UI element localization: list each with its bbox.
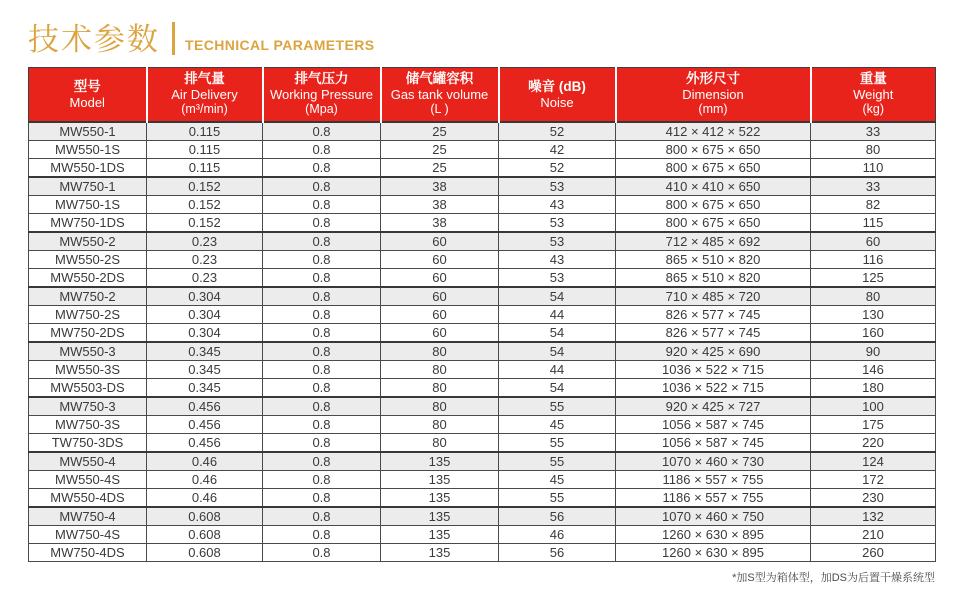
header-label-cn: 型号 — [73, 79, 101, 94]
technical-parameters-table — [28, 67, 936, 562]
table-cell: 56 — [499, 507, 616, 526]
table-cell: 55 — [499, 434, 616, 453]
table-cell: 115 — [811, 214, 936, 233]
table-body — [29, 122, 936, 562]
header-label-en: Working Pressure — [269, 86, 374, 102]
table-row — [29, 159, 936, 178]
header-label-en: Model — [69, 94, 105, 110]
header-label-cn: 外形尺寸 — [686, 71, 740, 87]
table-cell: 175 — [811, 416, 936, 434]
table-row — [29, 489, 936, 508]
column-header-air-delivery — [147, 68, 263, 123]
table-cell: 0.46 — [147, 471, 263, 489]
cell-model: MW550-3 — [29, 342, 147, 361]
table-cell: 0.8 — [263, 232, 381, 251]
table-cell: 100 — [811, 397, 936, 416]
header-label-cn: 噪音 (dB) — [528, 79, 586, 94]
table-row — [29, 122, 936, 141]
table-cell: 0.8 — [263, 306, 381, 324]
table-cell: 0.8 — [263, 177, 381, 196]
table-cell: 55 — [499, 452, 616, 471]
table-cell: 0.8 — [263, 489, 381, 508]
table-cell: 25 — [381, 141, 499, 159]
table-cell: 0.456 — [147, 434, 263, 453]
table-cell: 135 — [381, 507, 499, 526]
table-cell: 712 × 485 × 692 — [616, 232, 811, 251]
table-cell: 0.8 — [263, 507, 381, 526]
table-cell: 80 — [381, 434, 499, 453]
table-row — [29, 526, 936, 544]
cell-model: MW550-2DS — [29, 269, 147, 288]
cell-model: MW550-1 — [29, 122, 147, 141]
table-cell: 800 × 675 × 650 — [616, 159, 811, 178]
table-cell: 0.608 — [147, 507, 263, 526]
table-row — [29, 471, 936, 489]
cell-model: MW750-1 — [29, 177, 147, 196]
table-cell: 55 — [499, 397, 616, 416]
table-cell: 0.8 — [263, 251, 381, 269]
table-cell: 82 — [811, 196, 936, 214]
table-cell: 80 — [381, 361, 499, 379]
table-cell: 0.115 — [147, 122, 263, 141]
table-cell: 33 — [811, 122, 936, 141]
table-cell: 44 — [499, 306, 616, 324]
table-cell: 826 × 577 × 745 — [616, 306, 811, 324]
cell-model: MW550-3S — [29, 361, 147, 379]
column-header-noise — [499, 68, 616, 123]
table-cell: 1186 × 557 × 755 — [616, 471, 811, 489]
table-cell: 54 — [499, 287, 616, 306]
table-cell: 0.8 — [263, 544, 381, 562]
cell-model: MW750-3S — [29, 416, 147, 434]
table-row — [29, 214, 936, 233]
cell-model: TW750-3DS — [29, 434, 147, 453]
cell-model: MW750-2S — [29, 306, 147, 324]
table-cell: 160 — [811, 324, 936, 343]
table-cell: 124 — [811, 452, 936, 471]
table-cell: 80 — [381, 397, 499, 416]
table-cell: 135 — [381, 544, 499, 562]
table-cell: 38 — [381, 196, 499, 214]
table-cell: 60 — [381, 306, 499, 324]
header-label-cn: 排气压力 — [294, 71, 349, 87]
column-header-model — [29, 68, 147, 123]
table-row — [29, 452, 936, 471]
table-cell: 0.46 — [147, 452, 263, 471]
table-row — [29, 232, 936, 251]
header-label-unit: (Mpa) — [305, 102, 338, 117]
table-cell: 130 — [811, 306, 936, 324]
page-subtitle: TECHNICAL PARAMETERS — [185, 37, 375, 53]
table-cell: 80 — [381, 379, 499, 398]
table-cell: 0.8 — [263, 397, 381, 416]
table-cell: 80 — [811, 141, 936, 159]
cell-model: MW550-2S — [29, 251, 147, 269]
cell-model: MW750-2 — [29, 287, 147, 306]
table-cell: 60 — [381, 232, 499, 251]
table-cell: 410 × 410 × 650 — [616, 177, 811, 196]
cell-model: MW550-4DS — [29, 489, 147, 508]
table-cell: 210 — [811, 526, 936, 544]
table-cell: 1056 × 587 × 745 — [616, 434, 811, 453]
table-cell: 0.8 — [263, 379, 381, 398]
table-cell: 46 — [499, 526, 616, 544]
table-cell: 0.152 — [147, 177, 263, 196]
table-cell: 53 — [499, 232, 616, 251]
column-header-working-pressure — [263, 68, 381, 123]
table-cell: 1070 × 460 × 730 — [616, 452, 811, 471]
table-cell: 54 — [499, 324, 616, 343]
table-cell: 54 — [499, 379, 616, 398]
cell-model: MW550-4 — [29, 452, 147, 471]
table-cell: 52 — [499, 122, 616, 141]
header-label-cn: 排气量 — [184, 71, 225, 87]
table-cell: 56 — [499, 544, 616, 562]
table-cell: 33 — [811, 177, 936, 196]
table-cell: 1036 × 522 × 715 — [616, 361, 811, 379]
table-row — [29, 361, 936, 379]
table-cell: 0.8 — [263, 196, 381, 214]
table-cell: 800 × 675 × 650 — [616, 214, 811, 233]
table-cell: 0.345 — [147, 379, 263, 398]
table-cell: 230 — [811, 489, 936, 508]
column-header-weight — [811, 68, 936, 123]
cell-model: MW750-1DS — [29, 214, 147, 233]
cell-model: MW750-1S — [29, 196, 147, 214]
header-label-en: Air Delivery — [171, 86, 238, 102]
table-cell: 0.456 — [147, 397, 263, 416]
table-cell: 45 — [499, 416, 616, 434]
table-cell: 60 — [381, 269, 499, 288]
table-row — [29, 434, 936, 453]
table-cell: 865 × 510 × 820 — [616, 269, 811, 288]
table-cell: 0.23 — [147, 232, 263, 251]
table-cell: 60 — [381, 287, 499, 306]
table-cell: 43 — [499, 251, 616, 269]
table-cell: 146 — [811, 361, 936, 379]
header-label-unit: (L ) — [430, 102, 449, 117]
table-cell: 0.8 — [263, 452, 381, 471]
table-cell: 44 — [499, 361, 616, 379]
header-label-unit: (mm) — [698, 102, 728, 117]
table-cell: 135 — [381, 526, 499, 544]
table-cell: 125 — [811, 269, 936, 288]
table-cell: 53 — [499, 214, 616, 233]
table-cell: 60 — [381, 324, 499, 343]
table-cell: 25 — [381, 159, 499, 178]
table-cell: 38 — [381, 214, 499, 233]
table-row — [29, 416, 936, 434]
table-cell: 0.8 — [263, 324, 381, 343]
table-cell: 0.8 — [263, 122, 381, 141]
table-row — [29, 141, 936, 159]
page-title: 技术参数 — [28, 22, 160, 57]
table-cell: 25 — [381, 122, 499, 141]
cell-model: MW750-3 — [29, 397, 147, 416]
header-label-en: Weight — [853, 86, 894, 102]
table-cell: 865 × 510 × 820 — [616, 251, 811, 269]
table-row — [29, 379, 936, 398]
table-cell: 135 — [381, 489, 499, 508]
table-cell: 135 — [381, 452, 499, 471]
table-cell: 53 — [499, 177, 616, 196]
header-row — [29, 68, 936, 123]
table-cell: 80 — [381, 342, 499, 361]
header-label-unit: (m³/min) — [181, 102, 228, 117]
table-cell: 0.8 — [263, 416, 381, 434]
cell-model: MW5503-DS — [29, 379, 147, 398]
table-cell: 90 — [811, 342, 936, 361]
cell-model: MW550-1DS — [29, 159, 147, 178]
table-cell: 412 × 412 × 522 — [616, 122, 811, 141]
table-cell: 1070 × 460 × 750 — [616, 507, 811, 526]
table-cell: 55 — [499, 489, 616, 508]
table-cell: 0.152 — [147, 196, 263, 214]
table-cell: 920 × 425 × 727 — [616, 397, 811, 416]
table-cell: 0.608 — [147, 526, 263, 544]
table-cell: 0.115 — [147, 159, 263, 178]
column-header-gas-tank-volume — [381, 68, 499, 123]
table-cell: 1036 × 522 × 715 — [616, 379, 811, 398]
table-cell: 0.8 — [263, 526, 381, 544]
table-cell: 0.23 — [147, 269, 263, 288]
footnote: *加S型为箱体型，加DS为后置干燥系统型 — [732, 572, 935, 584]
table-cell: 710 × 485 × 720 — [616, 287, 811, 306]
title-divider — [172, 22, 175, 55]
table-row — [29, 544, 936, 562]
table-cell: 132 — [811, 507, 936, 526]
cell-model: MW750-4 — [29, 507, 147, 526]
table-cell: 135 — [381, 471, 499, 489]
table-row — [29, 324, 936, 343]
table-cell: 0.8 — [263, 434, 381, 453]
cell-model: MW550-1S — [29, 141, 147, 159]
cell-model: MW750-4DS — [29, 544, 147, 562]
table-cell: 0.8 — [263, 159, 381, 178]
header-label-unit: (kg) — [862, 102, 885, 117]
table-cell: 60 — [811, 232, 936, 251]
table-cell: 52 — [499, 159, 616, 178]
table-cell: 0.8 — [263, 214, 381, 233]
table-row — [29, 196, 936, 214]
table-cell: 0.8 — [263, 471, 381, 489]
table-cell: 0.115 — [147, 141, 263, 159]
table-cell: 54 — [499, 342, 616, 361]
table-cell: 0.345 — [147, 342, 263, 361]
table-cell: 0.152 — [147, 214, 263, 233]
table-cell: 800 × 675 × 650 — [616, 141, 811, 159]
table-row — [29, 306, 936, 324]
cell-model: MW750-4S — [29, 526, 147, 544]
table-cell: 0.608 — [147, 544, 263, 562]
table-cell: 0.304 — [147, 324, 263, 343]
header-label-en: Dimension — [682, 86, 744, 102]
table-cell: 0.304 — [147, 306, 263, 324]
header-label-cn: 重量 — [859, 71, 887, 87]
table-cell: 0.23 — [147, 251, 263, 269]
cell-model: MW750-2DS — [29, 324, 147, 343]
table-cell: 116 — [811, 251, 936, 269]
table-cell: 172 — [811, 471, 936, 489]
column-header-dimension — [616, 68, 811, 123]
table-cell: 110 — [811, 159, 936, 178]
table-row — [29, 342, 936, 361]
cell-model: MW550-2 — [29, 232, 147, 251]
table-row — [29, 397, 936, 416]
table-cell: 43 — [499, 196, 616, 214]
table-cell: 920 × 425 × 690 — [616, 342, 811, 361]
table-cell: 80 — [811, 287, 936, 306]
header-label-en: Noise — [540, 94, 574, 110]
table-cell: 1260 × 630 × 895 — [616, 526, 811, 544]
table-cell: 0.456 — [147, 416, 263, 434]
table-cell: 42 — [499, 141, 616, 159]
table-cell: 45 — [499, 471, 616, 489]
table-cell: 0.8 — [263, 141, 381, 159]
table-cell: 0.8 — [263, 342, 381, 361]
table-row — [29, 177, 936, 196]
header-label-en: Gas tank volume — [390, 86, 489, 102]
table-cell: 80 — [381, 416, 499, 434]
table-cell: 38 — [381, 177, 499, 196]
table-header — [29, 68, 936, 123]
table-cell: 1260 × 630 × 895 — [616, 544, 811, 562]
table-cell: 0.8 — [263, 287, 381, 306]
page-header — [28, 13, 960, 55]
table-row — [29, 287, 936, 306]
table-cell: 0.46 — [147, 489, 263, 508]
table-cell: 220 — [811, 434, 936, 453]
table-cell: 0.304 — [147, 287, 263, 306]
table-cell: 800 × 675 × 650 — [616, 196, 811, 214]
table-cell: 0.345 — [147, 361, 263, 379]
table-cell: 180 — [811, 379, 936, 398]
table-cell: 1186 × 557 × 755 — [616, 489, 811, 508]
table-cell: 0.8 — [263, 269, 381, 288]
table-cell: 0.8 — [263, 361, 381, 379]
table-cell: 826 × 577 × 745 — [616, 324, 811, 343]
table-cell: 60 — [381, 251, 499, 269]
table-row — [29, 251, 936, 269]
table-row — [29, 269, 936, 288]
table-row — [29, 507, 936, 526]
table-cell: 260 — [811, 544, 936, 562]
header-label-cn: 储气罐容积 — [405, 71, 474, 87]
cell-model: MW550-4S — [29, 471, 147, 489]
table-cell: 53 — [499, 269, 616, 288]
table-cell: 1056 × 587 × 745 — [616, 416, 811, 434]
